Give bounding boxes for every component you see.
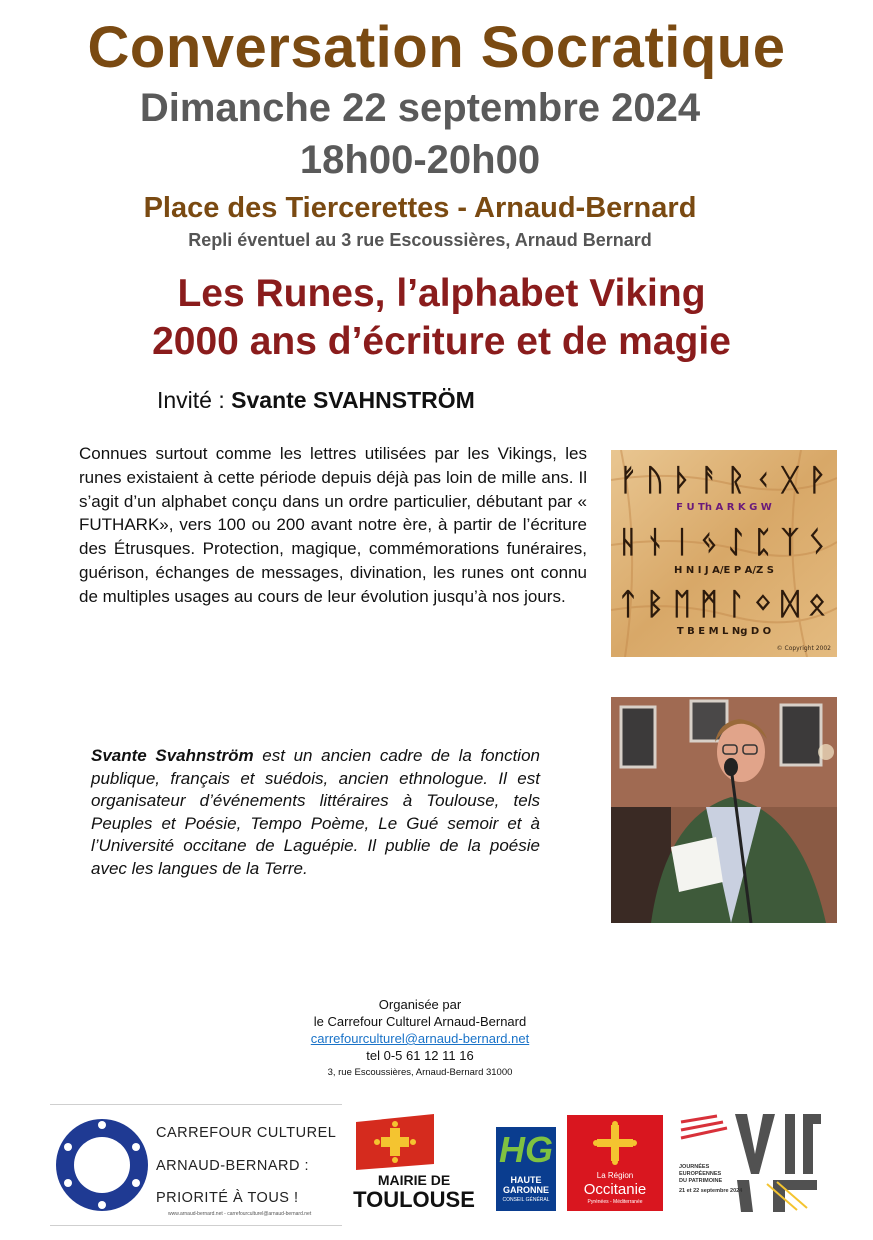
microphone — [724, 758, 738, 776]
rune-glyph: ᚠ — [619, 463, 637, 498]
organizer-line1: Organisée par — [378, 997, 462, 1012]
hg-mark: HG — [499, 1129, 553, 1170]
cc-line2: ARNAUD-BERNARD : — [156, 1158, 310, 1174]
page-title: Conversation Socratique — [87, 15, 786, 80]
emblem-inner — [74, 1137, 130, 1193]
window — [621, 707, 655, 767]
rune-letters-row-3: T B E M L Ng D O — [676, 626, 772, 637]
toulouse-flag — [356, 1114, 436, 1172]
guest-line — [157, 387, 475, 414]
organizer-address: 3, rue Escoussières, Arnaud-Bernard 31000 — [327, 1067, 513, 1078]
rune-glyph: ᛗ — [700, 587, 718, 622]
hg-line3: CONSEIL GÉNÉRAL — [502, 1197, 550, 1203]
rune-glyph: ᚢ — [646, 463, 664, 498]
occ-line1: La Région — [596, 1171, 634, 1180]
rune-glyph: ᛜ — [754, 587, 772, 622]
rune-letters-row-1: F U Th A R K G W — [676, 502, 772, 513]
rune-glyph: ᛊ — [808, 525, 826, 560]
guest-bio — [91, 745, 540, 881]
event-place: Place des Tiercerettes - Arnaud-Bernard — [143, 192, 697, 224]
jep-red-stripes — [681, 1116, 727, 1138]
hg-line1: HAUTE — [510, 1175, 542, 1185]
runes-illustration — [611, 450, 837, 657]
rune-glyph: ᛉ — [781, 525, 799, 560]
jep-graphic — [677, 1114, 823, 1212]
cc-footer: www.arnaud-bernard.net - carrefourculturel@arnaud-bernard.net — [168, 1211, 312, 1217]
rune-glyph: ᛁ — [673, 525, 691, 560]
rune-glyph: ᛈ — [754, 525, 772, 560]
cc-line3: PRIORITÉ À TOUS ! — [156, 1190, 299, 1206]
jep-dates: 21 et 22 septembre 2024 — [679, 1188, 743, 1194]
rune-glyph: ᚷ — [781, 463, 799, 498]
occitanie-logo — [567, 1115, 663, 1211]
occitan-cross — [593, 1121, 637, 1165]
rune-glyph: ᛒ — [646, 587, 664, 622]
rune-glyph: ᚱ — [727, 463, 745, 498]
cc-line1: CARREFOUR CULTUREL — [156, 1125, 337, 1141]
rune-glyph: ᛟ — [808, 587, 826, 622]
topic-title: Les Runes, l’alphabet Viking — [177, 272, 706, 315]
topic-subtitle: 2000 ans d’écriture et de magie — [152, 320, 731, 363]
rune-glyph: ᛃ — [700, 525, 718, 560]
event-fallback-location: Repli éventuel au 3 rue Escoussières, Arnaud Bernard — [188, 230, 652, 250]
toulouse-line2: TOULOUSE — [353, 1187, 475, 1212]
window — [781, 705, 821, 765]
mairie-toulouse-logo — [350, 1114, 478, 1214]
event-date: Dimanche 22 septembre 2024 — [139, 86, 701, 130]
rune-glyph: ᛏ — [619, 587, 637, 622]
rune-glyph: ᛇ — [727, 525, 745, 560]
guest-name: Svante SVAHNSTRÖM — [231, 387, 475, 413]
carrefour-culturel-emblem — [52, 1115, 152, 1215]
rune-glyph: ᚨ — [700, 463, 718, 498]
toulouse-line1: MAIRIE DE — [377, 1172, 451, 1188]
rune-glyph: ᚹ — [808, 463, 826, 498]
rune-glyph: ᚲ — [754, 463, 772, 498]
journees-patrimoine-logo — [677, 1114, 823, 1212]
bio-name: Svante Svahnström — [91, 746, 254, 765]
organizer-block — [260, 996, 580, 1081]
organizer-email-link[interactable]: carrefourculturel@arnaud-bernard.net — [310, 1031, 530, 1046]
rune-glyph: ᚾ — [646, 525, 664, 560]
haute-garonne-logo — [496, 1127, 556, 1211]
guest-photo — [611, 697, 837, 923]
description-paragraph: Connues surtout comme les lettres utilisées par les Vikings, les runes existaient à cette période depuis déjà pas loin de mille ans. Il s’agit d’un alphabet conçu dans un ordre particulier, débutant par « FUTHARK», vers 100 ou 200 avant notre ère, à partir de l’écriture des Étrusques. Protection, magique, commémorations funéraires, guérison, échanges de messages, divination, les runes ont connu de multiples usages au cours de leur évolution jusqu’à nos jours. — [79, 444, 587, 606]
rune-glyph: ᛞ — [781, 587, 799, 622]
rune-glyph: ᚦ — [673, 463, 691, 498]
jep-line3: DU PATRIMOINE — [679, 1178, 723, 1184]
street-lamp — [818, 744, 834, 760]
jep-letter-shapes — [735, 1114, 821, 1212]
rune-glyph: ᛖ — [673, 587, 691, 622]
guest-label: Invité : — [157, 387, 232, 413]
rune-glyph: ᛚ — [727, 587, 745, 622]
occ-line2: Occitanie — [583, 1181, 647, 1198]
bio-text: est un ancien cadre de la fonction publique, français et suédois, ancien ethnologue. Il est organisateur d’événements littéraires à Toulouse, tels Peuples et Poésie, Tempo Poème, Le Gué semoir et à l’Université occitane de Laguépie. Il publie de la poésie avec les langues de la Terre. — [91, 746, 540, 878]
jep-line2: EUROPÉENNES — [679, 1171, 722, 1177]
occ-line3: Pyrénées - Méditerranée — [587, 1199, 643, 1205]
organizer-line2: le Carrefour Culturel Arnaud-Bernard — [313, 1014, 527, 1029]
hg-line2: GARONNE — [502, 1185, 549, 1195]
rune-glyph: ᚺ — [619, 525, 637, 560]
rune-letters-row-2: H N I J A/E P A/Z S — [674, 565, 774, 576]
event-time: 18h00-20h00 — [299, 138, 541, 182]
carrefour-culturel-logo — [50, 1104, 342, 1226]
organizer-phone: tel 0-5 61 12 11 16 — [366, 1048, 474, 1063]
rune-copyright: © Copyright 2002 — [776, 645, 831, 652]
jep-line1: JOURNÉES — [679, 1164, 710, 1170]
